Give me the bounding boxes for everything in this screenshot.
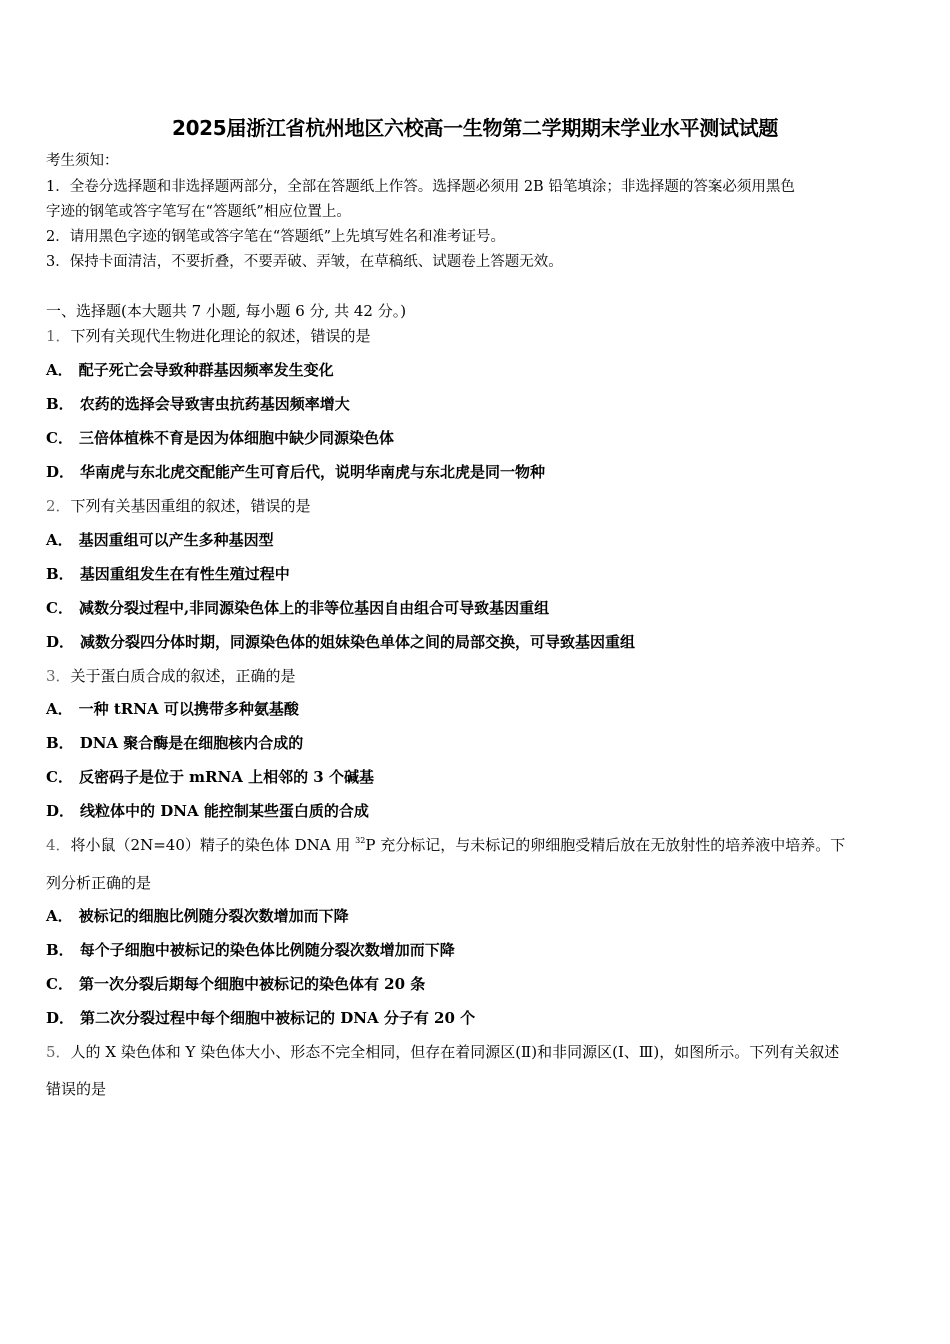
option-4a: A． 被标记的细胞比例随分裂次数增加而下降 [46,907,349,925]
option-3b: B． DNA 聚合酶是在细胞核内合成的 [46,734,304,752]
question-number: 3． [46,667,71,685]
section-heading: 一、选择题(本大题共 7 小题, 每小题 6 分, 共 42 分。) [46,302,407,320]
question-5-cont: 错误的是 [46,1080,107,1098]
option-3c: C． 反密码子是位于 mRNA 上相邻的 3 个碱基 [46,768,374,786]
question-4-cont: 列分析正确的是 [46,874,152,892]
question-number: 1． [46,327,71,345]
option-1c: C． 三倍体植株不育是因为体细胞中缺少同源染色体 [46,429,394,447]
notice-item-3: 3．保持卡面清洁，不要折叠，不要弄破、弄皱，在草稿纸、试题卷上答题无效。 [46,254,563,270]
notice-heading: 考生须知： [46,153,119,169]
option-3a: A． 一种 tRNA 可以携带多种氨基酸 [46,700,299,718]
question-stem: 关于蛋白质合成的叙述，正确的是 [70,667,296,685]
question-number: 4． [46,836,71,854]
option-2d: D． 减数分裂四分体时期，同源染色体的姐妹染色单体之间的局部交换，可导致基因重组 [46,633,636,651]
question-3 [46,666,296,686]
option-4d: D． 第二次分裂过程中每个细胞中被标记的 DNA 分子有 20 个 [46,1009,476,1027]
option-4b: B． 每个子细胞中被标记的染色体比例随分裂次数增加而下降 [46,941,455,959]
question-4: 4．将小鼠（2N=40）精子的染色体 DNA 用 $^{32}$P 充分标记，与未标记的卵细胞受精后放在无放射性的培养液中培养。下 [46,836,846,854]
question-stem: 下列有关现代生物进化理论的叙述，错误的是 [70,327,371,345]
notice-item-2: 2．请用黑色字迹的钢笔或答字笔在“答题纸”上先填写姓名和准考证号。 [46,229,506,245]
option-2c: C． 减数分裂过程中,非同源染色体上的非等位基因自由组合可导致基因重组 [46,599,550,617]
option-3d: D． 线粒体中的 DNA 能控制某些蛋白质的合成 [46,802,369,820]
question-number: 2． [46,497,71,515]
question-stem: 人的 X 染色体和 Y 染色体大小、形态不完全相同，但存在着同源区(Ⅱ)和非同源区(Ⅰ、Ⅲ)，如图所示。下列有关叙述 [70,1043,840,1061]
question-number: 5． [46,1043,71,1061]
exam-title: 2025届浙江省杭州地区六校高一生物第二学期期末学业水平测试试题 [171,116,779,140]
question-2 [46,496,311,516]
option-2a: A． 基因重组可以产生多种基因型 [46,531,274,549]
option-4c: C． 第一次分裂后期每个细胞中被标记的染色体有 20 条 [46,975,426,993]
question-5 [46,1042,839,1062]
notice-item-1-cont: 字迹的钢笔或答字笔写在“答题纸”相应位置上。 [46,204,351,220]
isotope-superscript: 32 [355,836,366,845]
question-stem: 下列有关基因重组的叙述，错误的是 [70,497,311,515]
question-1 [46,326,371,346]
notice-item-1: 1．全卷分选择题和非选择题两部分，全部在答题纸上作答。选择题必须用 2B 铅笔填涂；非选择题的答案必须用黑色 [46,179,795,195]
option-2b: B． 基因重组发生在有性生殖过程中 [46,565,290,583]
option-1b: B． 农药的选择会导致害虫抗药基因频率增大 [46,395,350,413]
option-1a: A． 配子死亡会导致种群基因频率发生变化 [46,361,334,379]
option-1d: D． 华南虎与东北虎交配能产生可育后代，说明华南虎与东北虎是同一物种 [46,463,546,481]
